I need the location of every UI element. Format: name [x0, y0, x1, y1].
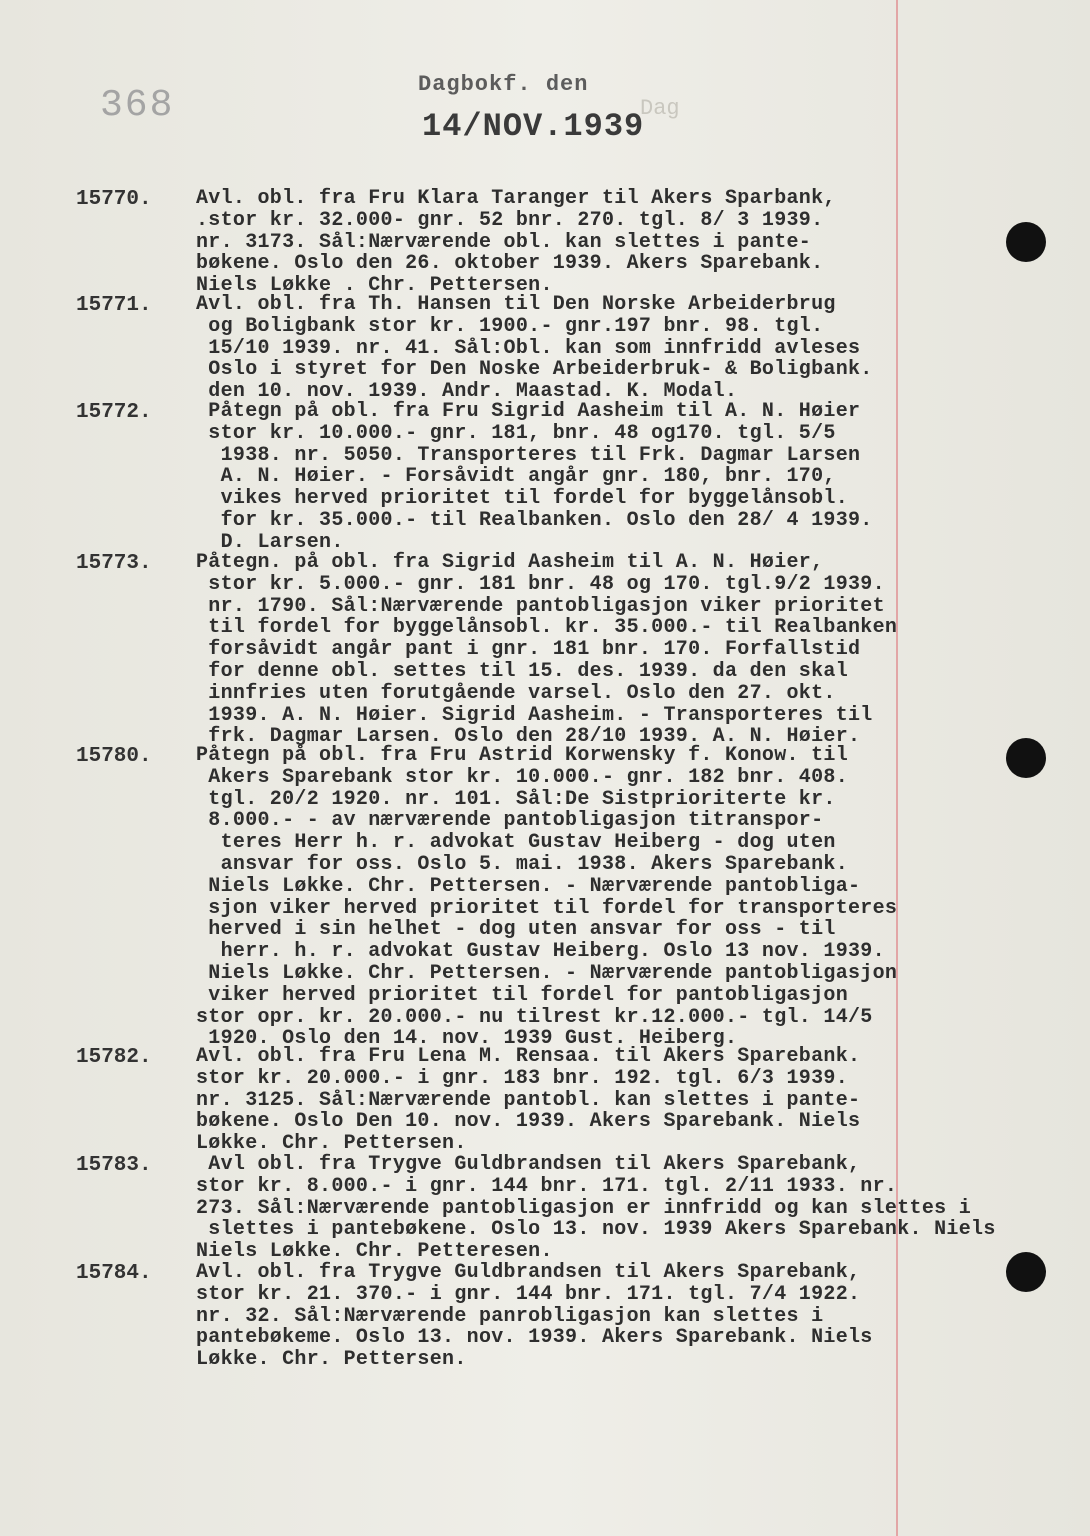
entry-line: slettes i pantebøkene. Oslo 13. nov. 1939 Akers Sparebank. Niels	[196, 1218, 996, 1242]
entry-line: Niels Løkke. Chr. Pettersen. - Nærværende pantobliga-	[196, 874, 861, 898]
entry-number: 15782.	[76, 1046, 152, 1069]
entry-line: viker herved prioritet til fordel for pantobligasjon	[196, 983, 849, 1007]
entry-line: bøkene. Oslo den 26. oktober 1939. Akers Sparebank.	[196, 252, 824, 276]
entry-line: Påtegn på obl. fra Fru Sigrid Aasheim til A. N. Høier	[196, 400, 861, 423]
entry-line: for denne obl. settes til 15. des. 1939. da den skal	[196, 659, 849, 683]
entry-line: forsåvidt angår pant i gnr. 181 bnr. 170. Forfallstid	[196, 638, 861, 662]
entry-text	[196, 188, 836, 297]
entry-line: til fordel for byggelånsobl. kr. 35.000.- til Realbanken	[196, 616, 898, 640]
entry-number: 15771.	[76, 294, 152, 317]
entry-line: stor kr. 20.000.- i gnr. 183 bnr. 192. tgl. 6/3 1939.	[196, 1066, 849, 1090]
entry-line: tgl. 20/2 1920. nr. 101. Sål:De Sistprioriterte kr.	[196, 787, 836, 811]
entry-text	[196, 1154, 996, 1263]
punch-hole-icon	[1006, 222, 1046, 262]
entry-line: herved i sin helhet - dog uten ansvar for oss - til	[196, 918, 836, 942]
entry-line: 8.000.- - av nærværende pantobligasjon titranspor-	[196, 809, 824, 833]
entry-line: stor kr. 21. 370.- i gnr. 144 bnr. 171. tgl. 7/4 1922.	[196, 1282, 861, 1306]
entry-line: den 10. nov. 1939. Andr. Maastad. K. Modal.	[196, 380, 738, 404]
punch-hole-icon	[1006, 738, 1046, 778]
entry-line: Påtegn. på obl. fra Sigrid Aasheim til A. N. Høier,	[196, 551, 824, 574]
entry-line: og Boligbank stor kr. 1900.- gnr.197 bnr. 98. tgl.	[196, 314, 824, 338]
entry-line: 1939. A. N. Høier. Sigrid Aasheim. - Transporteres til	[196, 703, 873, 727]
entry-line: Oslo i styret for Den Noske Arbeiderbruk- & Boligbank.	[196, 358, 873, 382]
entry-line: stor kr. 8.000.- i gnr. 144 bnr. 171. tgl. 2/11 1933. nr.	[196, 1174, 898, 1198]
entry-line: stor opr. kr. 20.000.- nu tilrest kr.12.000.- tgl. 14/5	[196, 1005, 873, 1029]
entry-number: 15784.	[76, 1262, 152, 1285]
entry-number: 15780.	[76, 745, 152, 768]
entry-line: nr. 1790. Sål:Nærværende pantobligasjon viker prioritet	[196, 594, 885, 618]
entry-line: 1938. nr. 5050. Transporteres til Frk. Dagmar Larsen	[196, 443, 861, 467]
entry-line: ansvar for oss. Oslo 5. mai. 1938. Akers Sparebank.	[196, 852, 849, 876]
entry-line: Akers Sparebank stor kr. 10.000.- gnr. 182 bnr. 408.	[196, 765, 849, 789]
entry-text	[196, 745, 897, 1050]
entry-line: Påtegn på obl. fra Fru Astrid Korwensky f. Konow. til	[196, 744, 849, 767]
entry-line: Niels Løkke. Chr. Pettersen. - Nærværende pantobligasjon	[196, 961, 898, 985]
stamp-ghost-text: Dag	[640, 96, 680, 121]
entry-line: Avl obl. fra Trygve Guldbrandsen til Akers Sparebank,	[196, 1153, 861, 1176]
entry-line: frk. Dagmar Larsen. Oslo den 28/10 1939. A. N. Høier.	[196, 725, 861, 749]
entry-number: 15783.	[76, 1154, 152, 1177]
entry-text	[196, 1262, 873, 1371]
entry-number: 15773.	[76, 552, 152, 575]
entry-line: Niels Løkke . Chr. Pettersen.	[196, 274, 553, 298]
entry-line: D. Larsen.	[196, 530, 344, 554]
entry-line: Avl. obl. fra Th. Hansen til Den Norske Arbeiderbrug	[196, 293, 836, 316]
entry-line: Avl. obl. fra Fru Klara Taranger til Akers Sparbank,	[196, 187, 836, 210]
entry-line: for kr. 35.000.- til Realbanken. Oslo den 28/ 4 1939.	[196, 508, 873, 532]
page-number: 368	[100, 84, 175, 127]
entry-line: Niels Løkke. Chr. Petteresen.	[196, 1240, 553, 1264]
entry-line: herr. h. r. advokat Gustav Heiberg. Oslo 13 nov. 1939.	[196, 940, 885, 964]
entry-line: nr. 32. Sål:Nærværende panrobligasjon kan slettes i	[196, 1304, 824, 1328]
entry-line: sjon viker herved prioritet til fordel for transporteres	[196, 896, 898, 920]
entry-line: .stor kr. 32.000- gnr. 52 bnr. 270. tgl. 8/ 3 1939.	[196, 208, 824, 232]
entry-text	[196, 1046, 860, 1155]
entry-line: 15/10 1939. nr. 41. Sål:Obl. kan som innfridd avleses	[196, 336, 861, 360]
entry-text	[196, 401, 873, 554]
entry-line: A. N. Høier. - Forsåvidt angår gnr. 180, bnr. 170,	[196, 465, 836, 489]
entry-line: teres Herr h. r. advokat Gustav Heiberg - dog uten	[196, 831, 836, 855]
punch-hole-icon	[1006, 1252, 1046, 1292]
entry-line: Avl. obl. fra Trygve Guldbrandsen til Akers Sparebank,	[196, 1261, 861, 1284]
stamp-label: Dagbokf. den	[418, 72, 589, 97]
entry-line: nr. 3125. Sål:Nærværende pantobl. kan slettes i pante-	[196, 1088, 861, 1112]
entry-number: 15770.	[76, 188, 152, 211]
entry-line: innfries uten forutgående varsel. Oslo den 27. okt.	[196, 681, 836, 705]
entry-line: vikes herved prioritet til fordel for byggelånsobl.	[196, 487, 849, 511]
entry-line: stor kr. 5.000.- gnr. 181 bnr. 48 og 170. tgl.9/2 1939.	[196, 572, 885, 596]
entry-line: stor kr. 10.000.- gnr. 181, bnr. 48 og170. tgl. 5/5	[196, 421, 836, 445]
entry-text	[196, 294, 873, 403]
entry-line: Løkke. Chr. Pettersen.	[196, 1348, 467, 1372]
entry-line: nr. 3173. Sål:Nærværende obl. kan slettes i pante-	[196, 230, 812, 254]
entry-line: Avl. obl. fra Fru Lena M. Rensaa. til Akers Sparebank.	[196, 1045, 861, 1068]
entry-line: Løkke. Chr. Pettersen.	[196, 1132, 467, 1156]
entry-text	[196, 552, 897, 748]
entry-line: 1920. Oslo den 14. nov. 1939 Gust. Heiberg.	[196, 1027, 738, 1051]
entry-number: 15772.	[76, 401, 152, 424]
entry-line: bøkene. Oslo Den 10. nov. 1939. Akers Sparebank. Niels	[196, 1110, 861, 1134]
entry-line: 273. Sål:Nærværende pantobligasjon er innfridd og kan slettes i	[196, 1196, 972, 1220]
stamp-date: 14/NOV.1939	[422, 108, 645, 145]
entry-line: pantebøkeme. Oslo 13. nov. 1939. Akers Sparebank. Niels	[196, 1326, 873, 1350]
